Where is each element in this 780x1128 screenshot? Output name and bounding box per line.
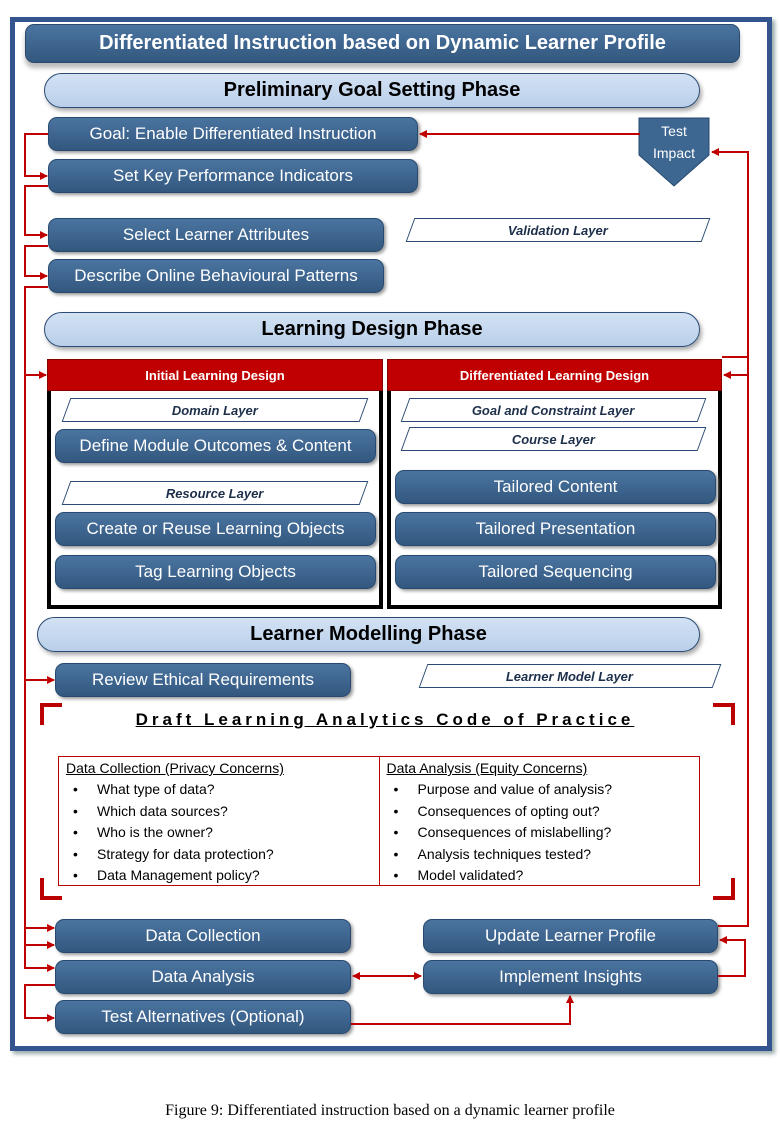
arrow-implement-to-update — [718, 940, 745, 976]
figure-caption: Figure 9: Differentiated instruction based on a dynamic learner profile — [165, 1102, 615, 1119]
analysis-item: • Consequences of mislabelling? — [410, 822, 693, 844]
tailored-presentation-box: Tailored Presentation — [395, 512, 716, 546]
review-ethics-box: Review Ethical Requirements — [55, 663, 351, 697]
arrow-to-data-collection — [25, 680, 54, 928]
test-impact-line1: Test — [661, 123, 687, 139]
tailored-content-box: Tailored Content — [395, 470, 716, 504]
analysis-item: • Consequences of opting out? — [410, 801, 693, 823]
domain-layer-label: Domain Layer — [172, 402, 258, 418]
initial-design-header: Initial Learning Design — [47, 359, 383, 391]
differentiated-design-header: Differentiated Learning Design — [387, 359, 722, 391]
data-collection-box: Data Collection — [55, 919, 351, 953]
arrow-select-to-describe — [25, 246, 48, 276]
collection-item: • Which data sources? — [89, 801, 372, 823]
tag-objects-box: Tag Learning Objects — [55, 555, 376, 589]
collection-item: • Who is the owner? — [89, 822, 372, 844]
arrow-test-to-implement — [351, 996, 570, 1024]
arrow-kpi-to-select — [25, 186, 48, 235]
code-of-practice-title: Draft Learning Analytics Code of Practice — [135, 710, 635, 729]
validation-layer-label: Validation Layer — [508, 222, 608, 238]
goal-box: Goal: Enable Differentiated Instruction — [48, 117, 418, 151]
collection-item: • Strategy for data protection? — [89, 844, 372, 866]
phase-goal-setting: Preliminary Goal Setting Phase — [44, 73, 700, 108]
kpi-box: Set Key Performance Indicators — [48, 159, 418, 193]
implement-insights-box: Implement Insights — [423, 960, 718, 994]
test-alternatives-box: Test Alternatives (Optional) — [55, 1000, 351, 1034]
collection-heading: Data Collection (Privacy Concerns) — [66, 760, 284, 776]
phase-learning-design: Learning Design Phase — [44, 312, 700, 347]
learner-model-layer-label: Learner Model Layer — [506, 668, 634, 684]
collection-item: • What type of data? — [89, 779, 372, 801]
arrow-loop-collection — [25, 928, 54, 945]
data-analysis-box: Data Analysis — [55, 960, 351, 994]
analysis-item: • Purpose and value of analysis? — [410, 779, 693, 801]
create-objects-box: Create or Reuse Learning Objects — [55, 512, 376, 546]
select-attributes-box: Select Learner Attributes — [48, 218, 384, 252]
collection-item: • Data Management policy? — [89, 865, 372, 887]
arrow-to-review — [25, 375, 54, 680]
arrow-describe-to-initial — [25, 287, 48, 375]
analysis-heading: Data Analysis (Equity Concerns) — [386, 760, 588, 776]
define-outcomes-box: Define Module Outcomes & Content — [55, 429, 376, 463]
phase-learner-modelling: Learner Modelling Phase — [37, 617, 700, 652]
test-impact-line2: Impact — [652, 145, 695, 161]
arrow-to-data-analysis — [25, 945, 54, 968]
goal-constraint-layer-label: Goal and Constraint Layer — [472, 402, 635, 418]
arrow-analysis-to-test — [25, 985, 55, 1018]
analysis-item: • Analysis techniques tested? — [410, 844, 693, 866]
arrow-goal-to-kpi — [25, 134, 48, 176]
course-layer-label: Course Layer — [511, 431, 596, 447]
resource-layer-label: Resource Layer — [166, 485, 264, 501]
describe-patterns-box: Describe Online Behavioural Patterns — [48, 259, 384, 293]
analysis-item: • Model validated? — [410, 865, 693, 887]
diagram-title: Differentiated Instruction based on Dynamic Learner Profile — [25, 24, 740, 63]
update-profile-box: Update Learner Profile — [423, 919, 718, 953]
arrow-update-to-test-impact — [712, 152, 748, 926]
tailored-sequencing-box: Tailored Sequencing — [395, 555, 716, 589]
